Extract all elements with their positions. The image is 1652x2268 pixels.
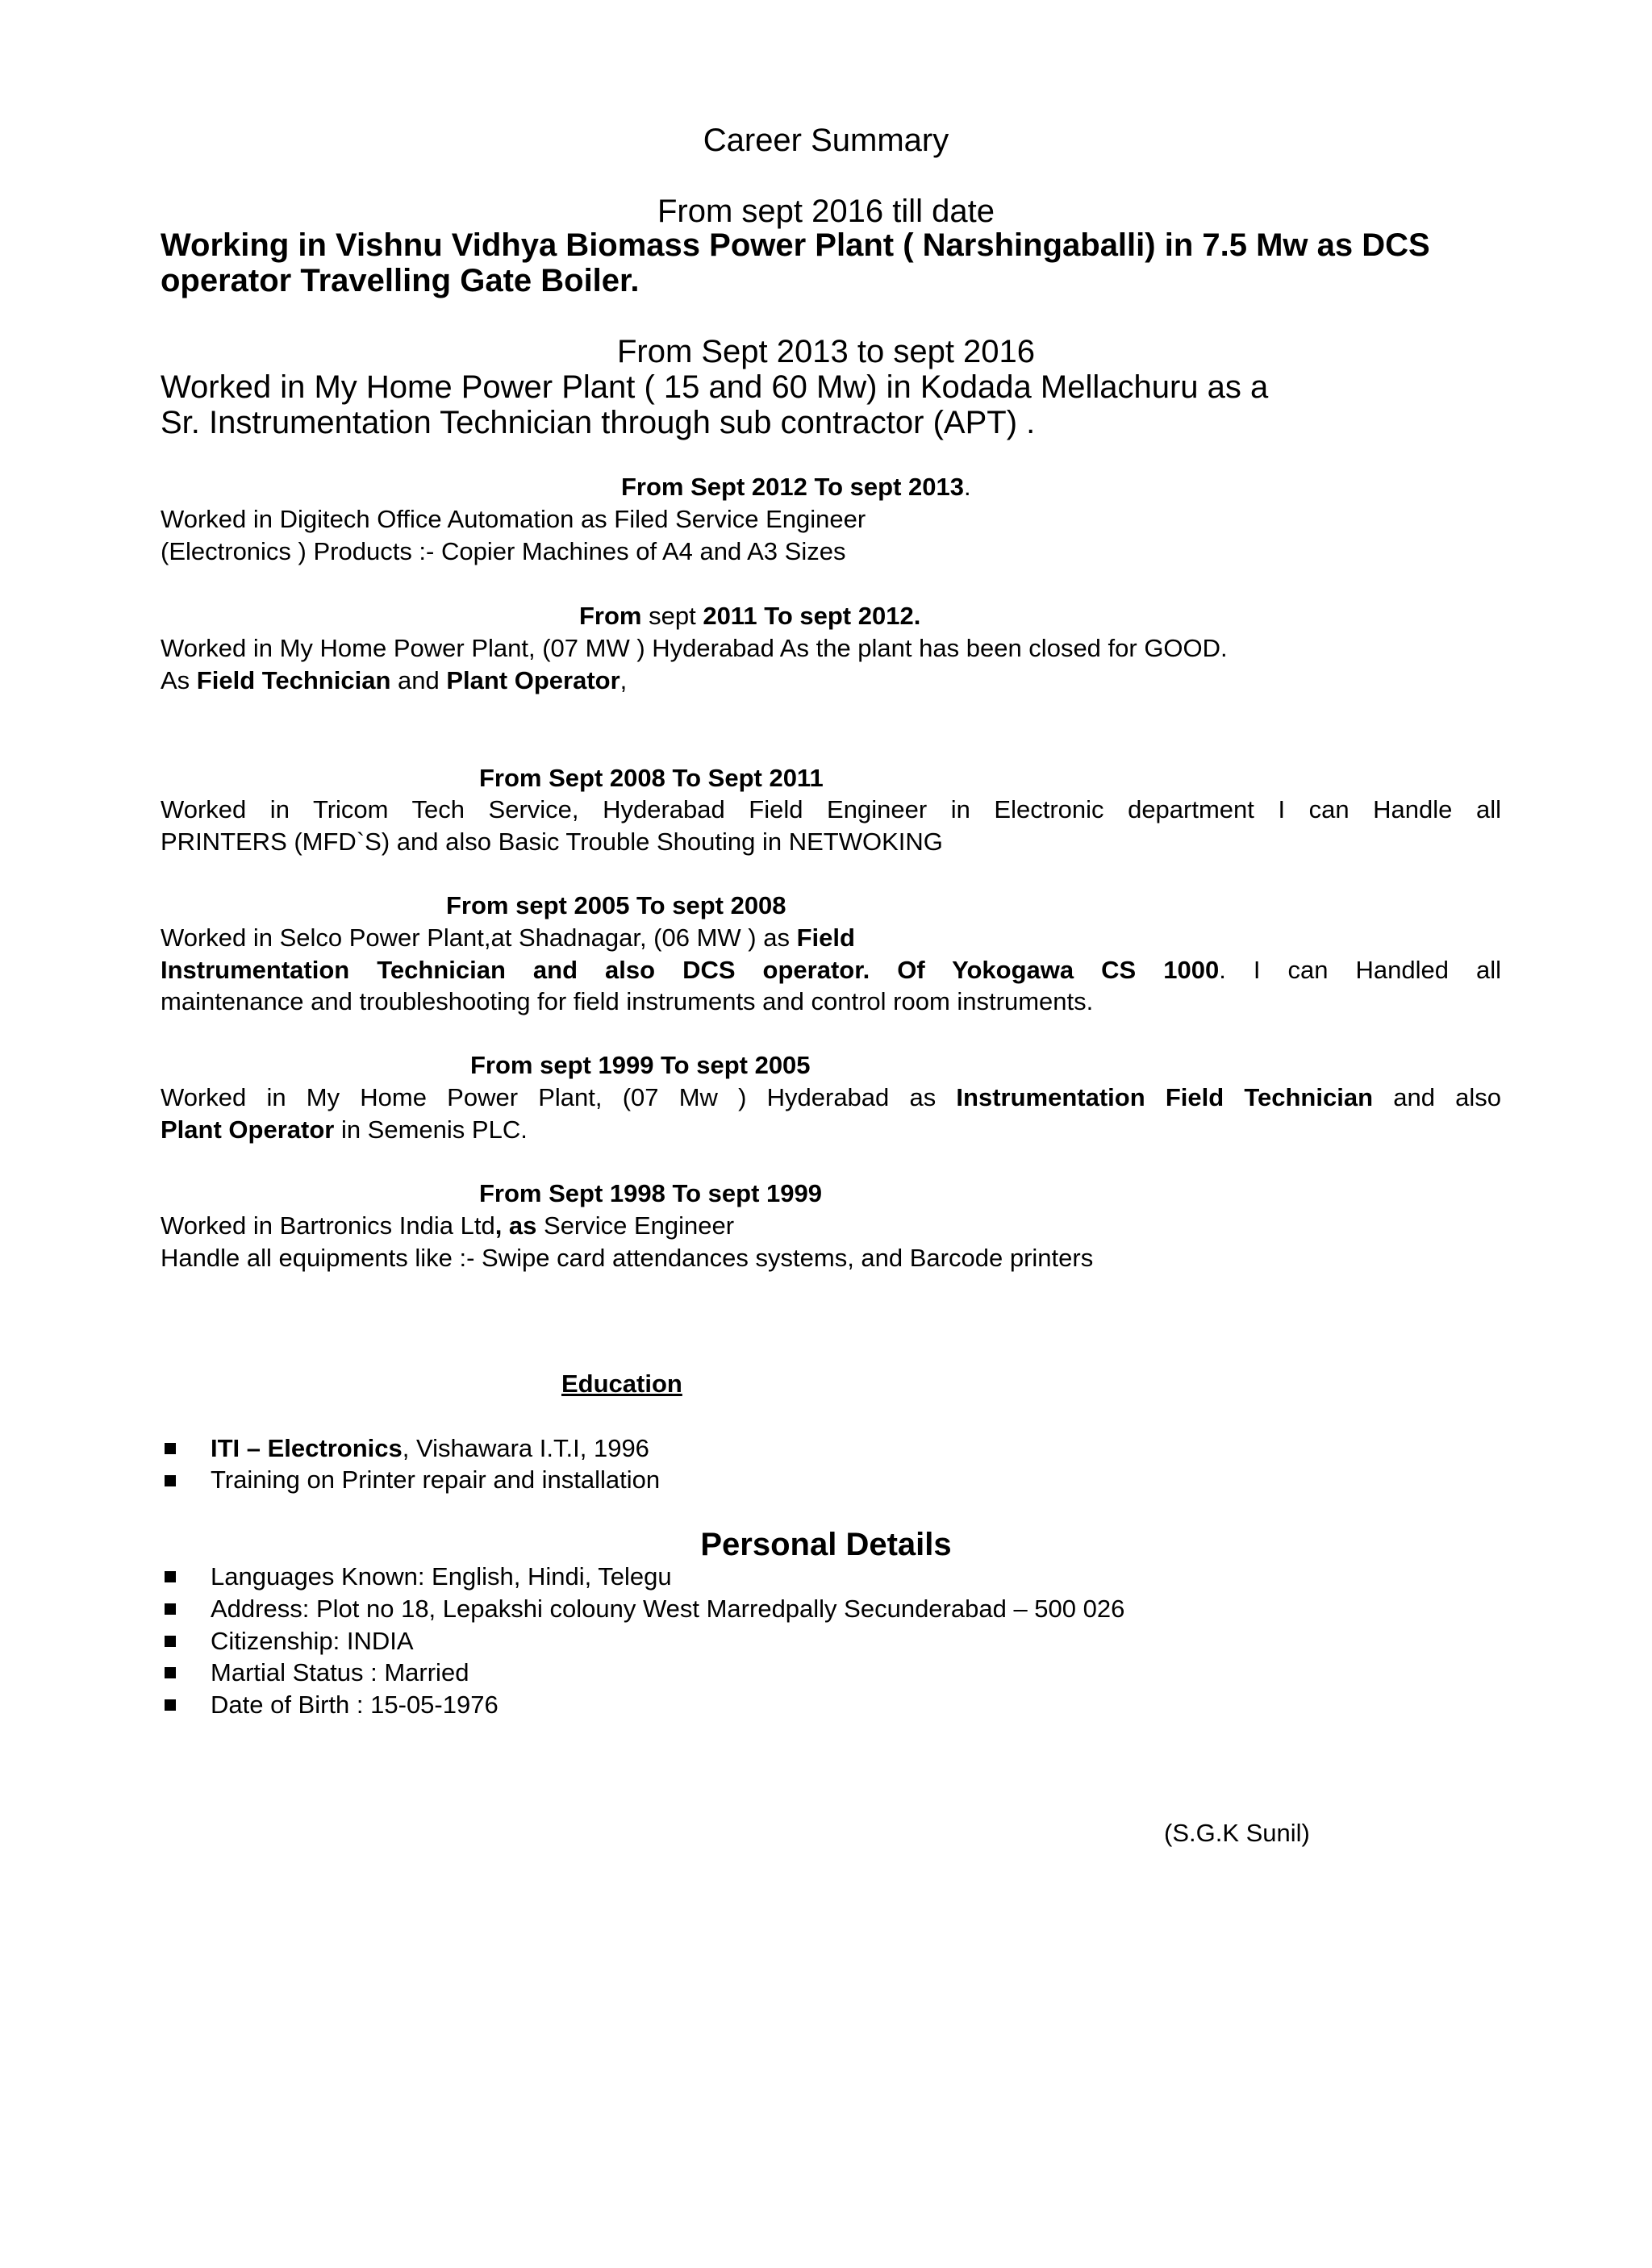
entry-6-line-1: Worked in Selco Power Plant,at Shadnagar, (06 MW ) as Field <box>161 923 855 952</box>
entry-7-period: From sept 1999 To sept 2005 <box>470 1051 811 1079</box>
entry-5-period: From Sept 2008 To Sept 2011 <box>479 764 824 792</box>
personal-item-marital-status: Martial Status : Married <box>211 1658 469 1686</box>
bullet-icon <box>165 1699 176 1711</box>
entry-1-line-2: operator Travelling Gate Boiler. <box>161 263 640 298</box>
entry-2-line-1: Worked in My Home Power Plant ( 15 and 60 Mw) in Kodada Mellachuru as a <box>161 369 1269 405</box>
personal-item-citizenship: Citizenship: INDIA <box>211 1627 414 1655</box>
entry-7-line-1: Worked in My Home Power Plant, (07 Mw ) Hyderabad as Instrumentation Field Technician and also <box>161 1083 1501 1111</box>
entry-2-line-2: Sr. Instrumentation Technician through sub contractor (APT) . <box>161 405 1036 440</box>
education-item-2: Training on Printer repair and installation <box>211 1465 661 1494</box>
entry-3-period: From Sept 2012 To sept 2013. <box>621 473 971 501</box>
entry-5-line-2: PRINTERS (MFD`S) and also Basic Trouble Shouting in NETWOKING <box>161 828 943 856</box>
signature: (S.G.K Sunil) <box>1164 1819 1310 1847</box>
entry-5-line-1: Worked in Tricom Tech Service, Hyderabad Field Engineer in Electronic department I can Handle all <box>161 795 1501 823</box>
bullet-icon <box>165 1667 176 1678</box>
entry-2-period: From Sept 2013 to sept 2016 <box>616 334 1036 369</box>
entry-3-line-1: Worked in Digitech Office Automation as Filed Service Engineer <box>161 505 866 533</box>
entry-4-line-2: As Field Technician and Plant Operator, <box>161 666 628 694</box>
bullet-icon <box>165 1603 176 1615</box>
education-heading: Education <box>561 1370 682 1398</box>
bullet-icon <box>165 1475 176 1486</box>
entry-3-line-2: (Electronics ) Products :- Copier Machines of A4 and A3 Sizes <box>161 537 846 565</box>
entry-6-line-2: Instrumentation Technician and also DCS operator. Of Yokogawa CS 1000. I can Handled all <box>161 956 1501 984</box>
entry-4-period: From sept 2011 To sept 2012. <box>579 602 921 630</box>
bullet-icon <box>165 1443 176 1454</box>
entry-6-period: From sept 2005 To sept 2008 <box>446 891 786 919</box>
personal-details-heading: Personal Details <box>700 1527 952 1562</box>
entry-8-line-2: Handle all equipments like :- Swipe card attendances systems, and Barcode printers <box>161 1244 1094 1272</box>
entry-8-period: From Sept 1998 To sept 1999 <box>479 1179 822 1207</box>
entry-7-line-2: Plant Operator in Semenis PLC. <box>161 1115 528 1144</box>
bullet-icon <box>165 1571 176 1582</box>
entry-4-line-1: Worked in My Home Power Plant, (07 MW ) Hyderabad As the plant has been closed for GOOD. <box>161 634 1228 662</box>
entry-1-period: From sept 2016 till date <box>657 194 995 229</box>
personal-item-date-of-birth: Date of Birth : 15-05-1976 <box>211 1691 499 1719</box>
personal-item-address: Address: Plot no 18, Lepakshi colouny West Marredpally Secunderabad – 500 026 <box>211 1595 1125 1623</box>
personal-item-languages: Languages Known: English, Hindi, Telegu <box>211 1562 672 1591</box>
bullet-icon <box>165 1636 176 1647</box>
entry-6-line-3: maintenance and troubleshooting for field instruments and control room instruments. <box>161 987 1094 1015</box>
education-item-1: ITI – Electronics, Vishawara I.T.I, 1996 <box>211 1434 649 1462</box>
entry-8-line-1: Worked in Bartronics India Ltd, as Service Engineer <box>161 1211 735 1240</box>
entry-1-line-1: Working in Vishnu Vidhya Biomass Power Plant ( Narshingaballi) in 7.5 Mw as DCS <box>161 227 1430 263</box>
career-summary-heading: Career Summary <box>703 123 949 158</box>
